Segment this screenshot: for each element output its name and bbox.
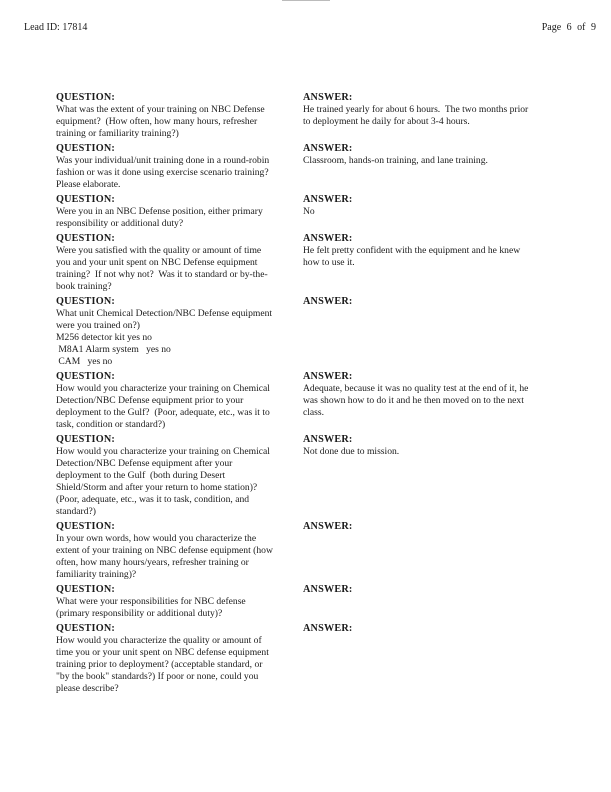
question-text: How would you characterize your training on Chemical Detection/NBC Defense equipment after your deployment to the Gulf (both during Desert Shield/Storm and after your return to home station)? (Poor, adequate, etc., was it to task, condition, and standard?) — [56, 446, 270, 517]
question-block — [56, 193, 303, 230]
answer-block — [303, 622, 593, 695]
question-text: Were you satisfied with the quality or amount of time you and your unit spent on NBC Defense equipment training? If not why not? Was it to standard or by-the- book training? — [56, 245, 268, 292]
answer-label: ANSWER: — [303, 194, 353, 205]
answer-block — [303, 91, 593, 140]
question-label: QUESTION: — [56, 92, 115, 103]
answer-block — [303, 520, 593, 581]
answer-block — [303, 295, 593, 368]
question-block — [56, 520, 303, 581]
qa-row — [56, 370, 596, 431]
question-text: What was the extent of your training on NBC Defense equipment? (How often, how many hours, refresher training or familiarity training?) — [56, 104, 265, 139]
question-text: What unit Chemical Detection/NBC Defense equipment were you trained on?) M256 detector kit yes no M8A1 Alarm system yes no CAM yes no — [56, 308, 273, 367]
answer-block — [303, 433, 593, 518]
question-label: QUESTION: — [56, 371, 115, 382]
page-number: Page 6 of 9 — [541, 22, 596, 33]
answer-text: Not done due to mission. — [303, 446, 400, 457]
qa-row — [56, 142, 596, 191]
question-text: In your own words, how would you characterize the extent of your training on NBC defense equipment (how often, how many hours/years, refresher training or familiarity training)? — [56, 533, 273, 580]
question-label: QUESTION: — [56, 233, 115, 244]
question-text: How would you characterize your training on Chemical Detection/NBC Defense equipment prior to your deployment to the Gulf? (Poor, adequate, etc., was it to task, condition or standard?) — [56, 383, 270, 430]
qa-row — [56, 295, 596, 368]
answer-label: ANSWER: — [303, 143, 353, 154]
answer-block — [303, 142, 593, 191]
qa-row — [56, 433, 596, 518]
qa-row — [56, 232, 596, 293]
question-block — [56, 433, 303, 518]
answer-text: He felt pretty confident with the equipment and he knew how to use it. — [303, 245, 521, 268]
question-block — [56, 232, 303, 293]
answer-label: ANSWER: — [303, 296, 353, 307]
answer-block — [303, 232, 593, 293]
question-label: QUESTION: — [56, 521, 115, 532]
question-text: How would you characterize the quality or amount of time you or your unit spent on NBC defense equipment training prior to deployment? (acceptable standard, or "by the book" standards?) If poor or none, could you please describe? — [56, 635, 269, 694]
answer-text: No — [303, 206, 315, 217]
answer-label: ANSWER: — [303, 434, 353, 445]
question-label: QUESTION: — [56, 584, 115, 595]
question-label: QUESTION: — [56, 623, 115, 634]
answer-label: ANSWER: — [303, 371, 353, 382]
qa-row — [56, 520, 596, 581]
answer-label: ANSWER: — [303, 233, 353, 244]
question-block — [56, 622, 303, 695]
answer-label: ANSWER: — [303, 623, 353, 634]
qa-list — [56, 91, 596, 697]
question-block — [56, 142, 303, 191]
answer-text: Classroom, hands-on training, and lane training. — [303, 155, 488, 166]
qa-row — [56, 91, 596, 140]
scan-mark — [282, 0, 330, 1]
question-label: QUESTION: — [56, 296, 115, 307]
question-label: QUESTION: — [56, 434, 115, 445]
lead-id: Lead ID: 17814 — [24, 22, 88, 33]
question-text: Was your individual/unit training done in a round-robin fashion or was it done using exercise scenario training? Please elaborate. — [56, 155, 270, 190]
question-label: QUESTION: — [56, 194, 115, 205]
question-block — [56, 295, 303, 368]
answer-block — [303, 193, 593, 230]
qa-row — [56, 193, 596, 230]
answer-block — [303, 583, 593, 620]
answer-label: ANSWER: — [303, 521, 353, 532]
question-block — [56, 370, 303, 431]
answer-block — [303, 370, 593, 431]
qa-row — [56, 622, 596, 695]
qa-row — [56, 583, 596, 620]
question-text: What were your responsibilities for NBC defense (primary responsibility or additional duty)? — [56, 596, 246, 619]
question-text: Were you in an NBC Defense position, either primary responsibility or additional duty? — [56, 206, 263, 229]
question-label: QUESTION: — [56, 143, 115, 154]
answer-label: ANSWER: — [303, 92, 353, 103]
answer-text: He trained yearly for about 6 hours. The two months prior to deployment he daily for about 3-4 hours. — [303, 104, 529, 127]
answer-text: Adequate, because it was no quality test at the end of it, he was shown how to do it and he then moved on to the next class. — [303, 383, 529, 418]
answer-label: ANSWER: — [303, 584, 353, 595]
question-block — [56, 583, 303, 620]
question-block — [56, 91, 303, 140]
